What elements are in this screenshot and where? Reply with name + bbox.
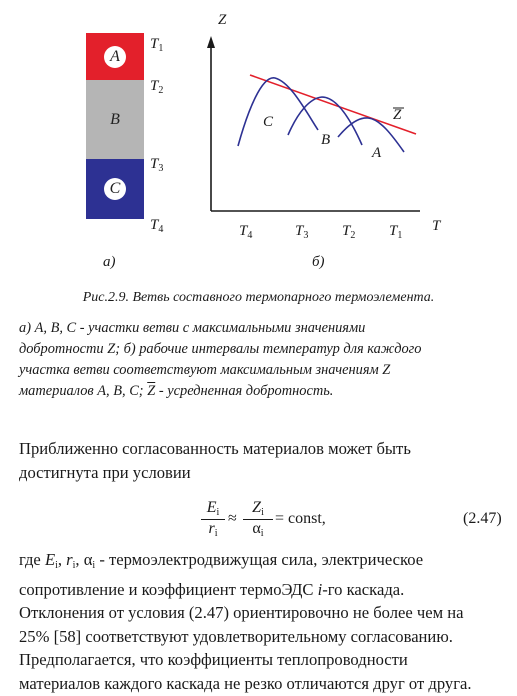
paragraph-2-line-1: где $E_i$, $r_i$, $\alpha_i$ - термоэлектродвижущая сила, электрическое: [19, 550, 424, 571]
temp-label-t4: $T_4$: [150, 217, 164, 235]
curve-label-b: B: [321, 132, 331, 148]
paragraph-2-line-6: материалов каждого каскада не резко отличаются друг от друга.: [19, 673, 472, 693]
tick-label-t1: $T_1$: [389, 223, 403, 241]
segment-a-label: A: [104, 46, 126, 68]
fraction-z-over-alpha: [243, 499, 273, 539]
average-line: [250, 75, 416, 134]
tick-label-t2: $T_2$: [342, 223, 356, 241]
paragraph-1-line-1: Приближенно согласованность материалов может быть: [19, 439, 411, 458]
curve-label-a: A: [372, 145, 382, 161]
description-line-1: а) A, B, C - участки ветви с максимальными значениями: [19, 320, 366, 336]
description-line-3: участка ветви соответствуют максимальным значениям Z: [19, 362, 391, 378]
y-axis-label: Z: [218, 12, 227, 28]
temp-label-t2: $T_2$: [150, 78, 164, 96]
x-axis-label: T: [432, 218, 441, 234]
fraction-2-numerator: $Z_i$: [243, 499, 273, 520]
figure-b-label: б): [312, 254, 325, 270]
y-axis-arrow: [207, 36, 215, 48]
description-line-4: материалов A, B, C; $\overline{Z}$ - усредненная добротность.: [19, 383, 334, 399]
curve-label-c: C: [263, 114, 274, 130]
fraction-1-numerator: $E_i$: [201, 499, 225, 520]
fraction-2-denominator: $\alpha_i$: [252, 520, 264, 539]
figure-b-plot: [0, 0, 517, 290]
paragraph-2-line-4: 25% [58] соответствуют удовлетворительному согласованию.: [19, 626, 453, 646]
figure-a-label: а): [103, 254, 116, 270]
tick-label-t4: $T_4$: [239, 223, 253, 241]
description-line-2: добротности Z; б) рабочие интервалы температур для каждого: [19, 341, 422, 357]
average-label: Z: [393, 107, 402, 123]
fraction-e-over-r: [201, 499, 225, 539]
figure-caption: Рис.2.9. Ветвь составного термопарного термоэлемента.: [82, 290, 435, 305]
tick-label-t3: $T_3$: [295, 223, 309, 241]
equation-number: (2.47): [463, 510, 502, 527]
curve-c: [238, 78, 318, 146]
paragraph-1: [19, 437, 503, 484]
paragraph-2-line-5: Предполагается, что коэффициенты теплопроводности: [19, 650, 408, 670]
figure-description: [19, 318, 503, 402]
z-bar-symbol: $\overline{Z}$: [147, 383, 156, 399]
temp-label-t1: $T_1$: [150, 36, 164, 54]
fraction-1-denominator: $r_i$: [208, 520, 218, 539]
segment-c-label: C: [104, 178, 126, 200]
paragraph-1-line-2: достигнута при условии: [19, 462, 191, 482]
paragraph-2-line-3: Отклонения от условия (2.47) ориентировочно не более чем на: [19, 603, 464, 623]
approx-sign: ≈: [228, 510, 237, 527]
equation-rhs: = const,: [275, 510, 326, 527]
paragraph-2-line-2: сопротивление и коэффициент термоЭДС i-го каскада.: [19, 579, 405, 599]
temp-label-t3: $T_3$: [150, 156, 164, 174]
paragraph-2: [19, 548, 503, 696]
segment-b-label: B: [110, 110, 120, 128]
